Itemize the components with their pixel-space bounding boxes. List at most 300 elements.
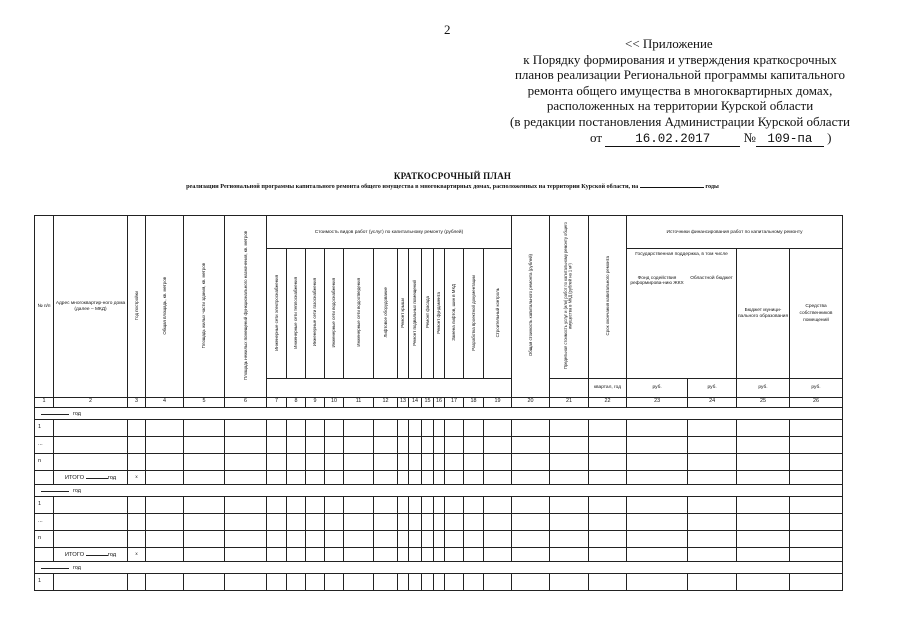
- table-cell[interactable]: [464, 436, 484, 453]
- table-cell[interactable]: [325, 547, 344, 561]
- table-cell[interactable]: [306, 573, 325, 590]
- table-cell[interactable]: [445, 573, 464, 590]
- table-cell[interactable]: [422, 470, 434, 484]
- table-cell[interactable]: [344, 530, 374, 547]
- table-cell[interactable]: [484, 436, 512, 453]
- column-number: 10: [325, 397, 344, 407]
- table-cell[interactable]: [627, 513, 688, 530]
- column-number: 9: [306, 397, 325, 407]
- table-cell[interactable]: [464, 419, 484, 436]
- col-header-work: Ремонт фундамента: [434, 248, 445, 378]
- table-cell[interactable]: [589, 453, 627, 470]
- appendix-header: [470, 36, 890, 147]
- table-cell[interactable]: [306, 513, 325, 530]
- table-cell[interactable]: [422, 513, 434, 530]
- table-cell[interactable]: [267, 513, 287, 530]
- table-cell[interactable]: [434, 513, 445, 530]
- closing-paren: ): [827, 129, 832, 145]
- resolution-date-line: [470, 130, 890, 147]
- table-cell[interactable]: [146, 530, 184, 547]
- table-cell[interactable]: [512, 419, 550, 436]
- table-cell[interactable]: [434, 419, 445, 436]
- header-row: [35, 216, 843, 249]
- table-cell[interactable]: [737, 496, 790, 513]
- table-cell[interactable]: [344, 496, 374, 513]
- table-cell[interactable]: [325, 530, 344, 547]
- table-cell[interactable]: [589, 496, 627, 513]
- table-cell[interactable]: [374, 513, 398, 530]
- table-cell[interactable]: [184, 513, 225, 530]
- table-cell[interactable]: [54, 513, 128, 530]
- date-prefix: от: [590, 129, 603, 145]
- table-cell[interactable]: [344, 419, 374, 436]
- table-cell[interactable]: [790, 513, 843, 530]
- table-cell[interactable]: [589, 547, 627, 561]
- table-cell[interactable]: [445, 453, 464, 470]
- table-cell[interactable]: [484, 453, 512, 470]
- table-cell[interactable]: [146, 470, 184, 484]
- table-cell[interactable]: [184, 547, 225, 561]
- table-cell[interactable]: [445, 513, 464, 530]
- table-cell[interactable]: [422, 530, 434, 547]
- col-header-fund: Фонд содействия реформирова-нию ЖКХ: [630, 275, 684, 287]
- column-number: 21: [550, 397, 589, 407]
- column-number: 19: [484, 397, 512, 407]
- table-cell[interactable]: [589, 530, 627, 547]
- table-cell[interactable]: [146, 547, 184, 561]
- table-cell[interactable]: [306, 496, 325, 513]
- appendix-line: к Порядку формирования и утверждения краткосрочных: [523, 51, 837, 67]
- table-cell[interactable]: [146, 436, 184, 453]
- table-cell[interactable]: [445, 530, 464, 547]
- table-cell[interactable]: [422, 547, 434, 561]
- table-cell[interactable]: [409, 573, 422, 590]
- appendix-line: ремонта общего имущества в многоквартирных домах,: [527, 82, 833, 98]
- table-cell[interactable]: [464, 547, 484, 561]
- table-cell[interactable]: [550, 513, 589, 530]
- table-cell[interactable]: [464, 453, 484, 470]
- col-header-regional: Областной бюджет: [690, 275, 733, 281]
- column-numbers-row: [35, 397, 843, 407]
- table-cell[interactable]: [398, 513, 409, 530]
- table-cell[interactable]: [589, 513, 627, 530]
- table-cell[interactable]: [409, 419, 422, 436]
- table-cell[interactable]: [589, 419, 627, 436]
- row-number: ...: [35, 513, 54, 530]
- table-cell[interactable]: [409, 513, 422, 530]
- table-cell[interactable]: [287, 436, 306, 453]
- table-cell[interactable]: [398, 470, 409, 484]
- document-subtitle: [0, 182, 905, 190]
- year-group-label: год: [73, 487, 81, 494]
- table-cell[interactable]: [409, 530, 422, 547]
- table-cell[interactable]: [128, 453, 146, 470]
- table-cell[interactable]: [422, 436, 434, 453]
- table-cell[interactable]: [737, 470, 790, 484]
- col-header-work: Инженерные сети теплоснабжения: [287, 248, 306, 378]
- table-cell[interactable]: [128, 496, 146, 513]
- column-number: 26: [790, 397, 843, 407]
- table-cell[interactable]: [512, 547, 550, 561]
- total-row: [35, 547, 843, 561]
- table-cell[interactable]: [184, 573, 225, 590]
- table-cell[interactable]: [434, 470, 445, 484]
- table-cell[interactable]: [688, 453, 737, 470]
- table-cell[interactable]: [225, 436, 267, 453]
- table-cell[interactable]: [398, 453, 409, 470]
- year-group-cell: [35, 561, 843, 573]
- table-cell[interactable]: [267, 547, 287, 561]
- table-cell[interactable]: [225, 573, 267, 590]
- row-number: 1: [35, 496, 54, 513]
- table-cell[interactable]: [737, 453, 790, 470]
- table-cell[interactable]: [374, 573, 398, 590]
- table-cell[interactable]: [325, 470, 344, 484]
- unit-rub: руб.: [688, 378, 737, 397]
- table-cell[interactable]: [374, 453, 398, 470]
- table-cell[interactable]: [512, 513, 550, 530]
- table-cell[interactable]: [790, 436, 843, 453]
- table-cell[interactable]: [512, 573, 550, 590]
- table-cell[interactable]: [512, 530, 550, 547]
- table-cell[interactable]: [374, 496, 398, 513]
- table-cell[interactable]: [374, 419, 398, 436]
- table-cell[interactable]: [688, 513, 737, 530]
- table-cell[interactable]: [790, 547, 843, 561]
- table-cell[interactable]: [737, 573, 790, 590]
- column-number: 2: [54, 397, 128, 407]
- unit-rub: руб.: [737, 378, 790, 397]
- table-cell[interactable]: [790, 573, 843, 590]
- table-cell[interactable]: [484, 470, 512, 484]
- table-cell[interactable]: [627, 530, 688, 547]
- column-number: 6: [225, 397, 267, 407]
- column-number: 8: [287, 397, 306, 407]
- appendix-line: расположенных на территории Курской области: [546, 98, 814, 114]
- table-cell[interactable]: [344, 513, 374, 530]
- table-cell[interactable]: [409, 547, 422, 561]
- column-number: 17: [445, 397, 464, 407]
- total-label: ИТОГО год: [54, 547, 128, 561]
- table-cell[interactable]: [287, 453, 306, 470]
- col-header-work: Замена лифтов, шин в МКД: [445, 248, 464, 378]
- table-cell[interactable]: [325, 436, 344, 453]
- table-cell[interactable]: [184, 530, 225, 547]
- table-cell[interactable]: [484, 419, 512, 436]
- table-cell[interactable]: [434, 530, 445, 547]
- table-cell[interactable]: [464, 496, 484, 513]
- table-cell[interactable]: [398, 419, 409, 436]
- table-cell[interactable]: [344, 470, 374, 484]
- table-cell[interactable]: [344, 547, 374, 561]
- table-cell[interactable]: [790, 453, 843, 470]
- table-cell[interactable]: [688, 419, 737, 436]
- table-cell[interactable]: [422, 496, 434, 513]
- col-header-nonliving-area: Площадь нежилых помещений функционального назначения, кв. метров: [225, 216, 267, 398]
- table-cell[interactable]: [306, 453, 325, 470]
- table-cell[interactable]: [306, 436, 325, 453]
- table-row: [35, 453, 843, 470]
- table-cell[interactable]: [344, 436, 374, 453]
- table-cell[interactable]: [688, 470, 737, 484]
- total-row: [35, 470, 843, 484]
- table-cell[interactable]: [374, 547, 398, 561]
- table-cell[interactable]: [306, 530, 325, 547]
- column-number: 18: [464, 397, 484, 407]
- table-cell[interactable]: [790, 419, 843, 436]
- table-cell[interactable]: [267, 496, 287, 513]
- table-cell[interactable]: [688, 573, 737, 590]
- table-cell[interactable]: [374, 436, 398, 453]
- table-cell[interactable]: [434, 436, 445, 453]
- col-header-work: Ремонт подвальных помещений: [409, 248, 422, 378]
- col-header-work: Инженерные сети газоснабжения: [306, 248, 325, 378]
- column-number: 16: [434, 397, 445, 407]
- table-cell[interactable]: [374, 530, 398, 547]
- table-cell[interactable]: [184, 496, 225, 513]
- row-number: ...: [35, 436, 54, 453]
- table-cell[interactable]: [54, 573, 128, 590]
- table-cell[interactable]: [54, 530, 128, 547]
- column-number: 1: [35, 397, 54, 407]
- table-cell[interactable]: [225, 470, 267, 484]
- table-cell[interactable]: [409, 453, 422, 470]
- table-cell[interactable]: [325, 573, 344, 590]
- table-cell[interactable]: [688, 436, 737, 453]
- table-row: [35, 573, 843, 590]
- table-cell[interactable]: [737, 419, 790, 436]
- table-cell[interactable]: [287, 496, 306, 513]
- row-number: 1: [35, 419, 54, 436]
- row-number: 1: [35, 573, 54, 590]
- table-cell[interactable]: [146, 496, 184, 513]
- table-cell[interactable]: [550, 453, 589, 470]
- table-cell[interactable]: [54, 453, 128, 470]
- table-cell[interactable]: [128, 419, 146, 436]
- table-cell[interactable]: [225, 419, 267, 436]
- column-number: 23: [627, 397, 688, 407]
- table-cell[interactable]: [512, 436, 550, 453]
- table-cell[interactable]: [688, 530, 737, 547]
- table-cell[interactable]: [512, 470, 550, 484]
- table-row: [35, 419, 843, 436]
- table-cell[interactable]: [790, 496, 843, 513]
- table-cell[interactable]: [306, 547, 325, 561]
- col-header-work: Лифтовое оборудование: [374, 248, 398, 378]
- row-number: n: [35, 530, 54, 547]
- table-cell[interactable]: [128, 436, 146, 453]
- table-cell[interactable]: [184, 453, 225, 470]
- table-cell[interactable]: [434, 547, 445, 561]
- table-cell[interactable]: [445, 419, 464, 436]
- col-header-total-cost: Общая стоимость капитального ремонта (рублей): [512, 216, 550, 398]
- column-number: 11: [344, 397, 374, 407]
- table-cell[interactable]: [688, 496, 737, 513]
- table-cell[interactable]: [790, 530, 843, 547]
- table-cell[interactable]: [54, 419, 128, 436]
- table-cell[interactable]: [627, 470, 688, 484]
- table-cell[interactable]: [445, 470, 464, 484]
- row-number: n: [35, 453, 54, 470]
- table-cell[interactable]: [464, 530, 484, 547]
- column-number: 13: [398, 397, 409, 407]
- table-cell[interactable]: [484, 530, 512, 547]
- table-cell[interactable]: [464, 573, 484, 590]
- table-cell[interactable]: [146, 573, 184, 590]
- table-cell[interactable]: [627, 547, 688, 561]
- year-group-row: [35, 484, 843, 496]
- table-cell[interactable]: [267, 470, 287, 484]
- table-cell[interactable]: [589, 436, 627, 453]
- table-cell: [35, 547, 54, 561]
- table-cell[interactable]: [225, 530, 267, 547]
- table-cell[interactable]: [688, 547, 737, 561]
- table-cell[interactable]: [484, 547, 512, 561]
- table-cell[interactable]: [398, 547, 409, 561]
- table-cell[interactable]: [445, 547, 464, 561]
- table-cell[interactable]: [184, 436, 225, 453]
- table-cell[interactable]: [627, 496, 688, 513]
- table-cell[interactable]: [267, 419, 287, 436]
- table-cell[interactable]: [128, 573, 146, 590]
- table-cell[interactable]: [306, 419, 325, 436]
- table-body: [35, 407, 843, 590]
- table-cell[interactable]: [737, 513, 790, 530]
- works-units: [267, 378, 512, 397]
- short-term-plan-table: [34, 215, 843, 591]
- subtitle-years: годы: [705, 183, 719, 190]
- table-cell[interactable]: [225, 513, 267, 530]
- years-blank: [640, 182, 704, 188]
- table-cell[interactable]: [445, 496, 464, 513]
- table-cell[interactable]: [550, 436, 589, 453]
- table-cell[interactable]: [398, 530, 409, 547]
- table-cell[interactable]: [550, 547, 589, 561]
- table-cell[interactable]: [550, 530, 589, 547]
- table-cell[interactable]: [287, 419, 306, 436]
- subtitle-text: реализации Региональной программы капитального ремонта общего имущества в многоквартирных домах, расположенных на территории Курской области, на: [186, 183, 639, 190]
- table-cell[interactable]: [409, 470, 422, 484]
- column-number: 14: [409, 397, 422, 407]
- table-cell[interactable]: [398, 573, 409, 590]
- year-group-label: год: [73, 410, 81, 417]
- table-cell[interactable]: [184, 419, 225, 436]
- table-cell[interactable]: [267, 573, 287, 590]
- col-header-work: Инженерные сети водоснабжения: [325, 248, 344, 378]
- table-cell[interactable]: [484, 513, 512, 530]
- table-cell[interactable]: [464, 470, 484, 484]
- table-row: [35, 530, 843, 547]
- table-cell[interactable]: [225, 496, 267, 513]
- table-cell[interactable]: [267, 530, 287, 547]
- table-cell[interactable]: [287, 470, 306, 484]
- appendix-line: (в редакции постановления Администрации Курской области: [509, 113, 850, 129]
- table-cell[interactable]: [627, 436, 688, 453]
- col-header-work: Строительный контроль: [484, 248, 512, 378]
- table-cell[interactable]: [398, 436, 409, 453]
- table-cell[interactable]: [737, 530, 790, 547]
- table-cell[interactable]: [146, 513, 184, 530]
- table-cell[interactable]: [325, 419, 344, 436]
- table-cell[interactable]: [54, 436, 128, 453]
- column-number: 3: [128, 397, 146, 407]
- table-cell[interactable]: [484, 573, 512, 590]
- table-cell[interactable]: [484, 496, 512, 513]
- year-group-row: [35, 561, 843, 573]
- table-cell[interactable]: [306, 470, 325, 484]
- table-cell[interactable]: [434, 573, 445, 590]
- table-cell[interactable]: [589, 573, 627, 590]
- table-cell[interactable]: [54, 496, 128, 513]
- table-cell[interactable]: [287, 547, 306, 561]
- table-cell[interactable]: [550, 470, 589, 484]
- table-cell[interactable]: [325, 496, 344, 513]
- table-cell[interactable]: [422, 453, 434, 470]
- table-cell[interactable]: [409, 496, 422, 513]
- table-cell[interactable]: [422, 419, 434, 436]
- col-header-work: Ремонт фасада: [422, 248, 434, 378]
- table-cell[interactable]: [287, 530, 306, 547]
- table-cell[interactable]: [550, 573, 589, 590]
- table-cell[interactable]: [434, 453, 445, 470]
- table-cell[interactable]: [627, 573, 688, 590]
- table-cell[interactable]: [325, 513, 344, 530]
- table-cell[interactable]: [737, 547, 790, 561]
- table-cell[interactable]: [790, 470, 843, 484]
- table-cell[interactable]: [445, 436, 464, 453]
- table-cell[interactable]: [344, 453, 374, 470]
- table-cell[interactable]: [550, 419, 589, 436]
- table-cell[interactable]: [398, 496, 409, 513]
- table-cell[interactable]: [422, 573, 434, 590]
- table-cell[interactable]: [184, 470, 225, 484]
- table-cell[interactable]: [225, 547, 267, 561]
- col-header-work: Инженерные сети водоотведения: [344, 248, 374, 378]
- table-cell[interactable]: [512, 453, 550, 470]
- table-cell[interactable]: [737, 436, 790, 453]
- table-cell[interactable]: [550, 496, 589, 513]
- total-x: х: [128, 547, 146, 561]
- column-number: 15: [422, 397, 434, 407]
- table-cell[interactable]: [374, 470, 398, 484]
- table-cell[interactable]: [146, 453, 184, 470]
- table-cell[interactable]: [409, 436, 422, 453]
- table-cell[interactable]: [627, 419, 688, 436]
- table-cell[interactable]: [225, 453, 267, 470]
- table-cell[interactable]: [344, 573, 374, 590]
- table-cell[interactable]: [434, 496, 445, 513]
- col-header-living-area: Площадь жилых части здания, кв. метров: [184, 216, 225, 398]
- table-cell[interactable]: [325, 453, 344, 470]
- table-cell[interactable]: [464, 513, 484, 530]
- col-header-owners: Средства собственников помещений: [790, 248, 843, 378]
- table-cell[interactable]: [287, 513, 306, 530]
- page-number: 2: [444, 22, 451, 37]
- table-cell[interactable]: [128, 530, 146, 547]
- table-cell[interactable]: [287, 573, 306, 590]
- table-cell[interactable]: [589, 470, 627, 484]
- table-cell[interactable]: [267, 453, 287, 470]
- year-group-cell: [35, 484, 843, 496]
- year-group-cell: [35, 407, 843, 419]
- table-cell[interactable]: [512, 496, 550, 513]
- table-cell[interactable]: [128, 513, 146, 530]
- table-cell[interactable]: [267, 436, 287, 453]
- table-row: [35, 513, 843, 530]
- resolution-number: 109-па: [756, 133, 824, 147]
- table-cell[interactable]: [627, 453, 688, 470]
- table-cell[interactable]: [146, 419, 184, 436]
